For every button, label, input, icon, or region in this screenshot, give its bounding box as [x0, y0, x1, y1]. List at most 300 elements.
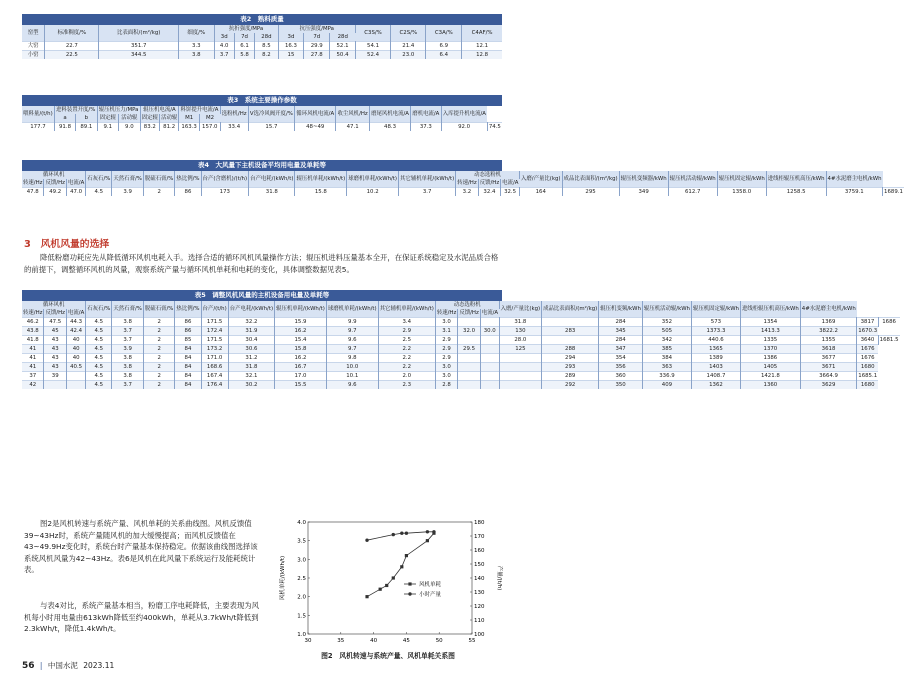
- t5-cell: 39: [44, 372, 66, 381]
- t2-cell: 3.3: [178, 42, 214, 51]
- t5-cell: 3.4: [378, 318, 435, 327]
- t2-sh0: 3d: [214, 33, 234, 42]
- t3-cell: 157.0: [199, 123, 220, 132]
- t5-cell: 84: [175, 363, 201, 372]
- t5-cell: [458, 363, 480, 372]
- t5-cell: 16.2: [275, 327, 327, 336]
- t3-h8: 收尘风机/Hz: [336, 106, 370, 123]
- t2-cell: 29.9: [304, 42, 330, 51]
- t5-cell: [458, 336, 480, 345]
- t3-cell: 9.1: [97, 123, 119, 132]
- t5-cell: 40: [66, 336, 85, 345]
- t5-cell: 1369: [800, 318, 856, 327]
- t5-cell: 4.5: [86, 372, 112, 381]
- t3-cell: 81.2: [159, 123, 178, 132]
- t5-cell: [480, 318, 499, 327]
- y-tick-label: 3.0: [297, 557, 306, 564]
- t5-cell: 505: [642, 327, 691, 336]
- t5-cell: 15.4: [275, 336, 327, 345]
- t5-cell: [499, 381, 542, 390]
- t5-sh0: 转速/Hz: [23, 310, 43, 316]
- y-tick-label: 2.5: [297, 576, 306, 582]
- data-point: [392, 533, 395, 536]
- t5-cell: 1335: [740, 336, 800, 345]
- t5-cell: 40: [66, 345, 85, 354]
- t3-cell: 74.5: [488, 124, 501, 130]
- t5-cell: 336.9: [642, 372, 691, 381]
- t4-h7: 辊压机单耗/(kWh/t): [295, 171, 347, 188]
- t5-cell: [480, 345, 499, 354]
- t5-cell: 173.2: [201, 345, 228, 354]
- t5-cell: [44, 381, 66, 390]
- t4-h11: 入磨/产量比(kg): [519, 171, 562, 188]
- t5-cell: 1354: [740, 318, 800, 327]
- data-point: [405, 532, 408, 535]
- t4-cell: 612.7: [668, 188, 717, 197]
- t2-cell: 3.8: [178, 51, 214, 60]
- t5-cell: [480, 354, 499, 363]
- table-row: [22, 51, 502, 60]
- table-row: [22, 372, 900, 381]
- t4-cell: 164: [519, 188, 562, 197]
- y2-tick-label: 120: [474, 604, 485, 610]
- t5-cell: 292: [542, 381, 599, 390]
- t5-cell: 2: [143, 363, 175, 372]
- table-row: [22, 381, 900, 390]
- t4-h1: 石灰石/%: [86, 171, 112, 188]
- t4-cell: 15.8: [295, 188, 347, 197]
- t5-cell: 3677: [800, 354, 856, 363]
- t5-cell: 1685.1: [858, 373, 878, 379]
- y2-tick-label: 180: [474, 520, 485, 526]
- t5-h12: 成品比表面积/(m²/kg): [542, 301, 599, 318]
- t4-sh1: 反馈/Hz: [45, 180, 65, 186]
- x-tick-label: 35: [337, 638, 345, 644]
- t5-cell: 440.6: [691, 336, 740, 345]
- t4-h2: 天然石膏/%: [112, 171, 144, 188]
- table5: [22, 301, 900, 389]
- t5-cell: 10.1: [326, 372, 378, 381]
- t5-h1: 石灰石/%: [86, 301, 112, 318]
- t3-h11: 入库提升机电流/A: [441, 106, 487, 123]
- t5-h0: 循环风机: [22, 301, 86, 309]
- page-footer: 56 | 中国水泥 2023.11: [22, 661, 115, 671]
- t5-cell: 31.2: [228, 354, 274, 363]
- t2-sh3: 3d: [278, 33, 304, 42]
- t4-h16: 进线柜辊压机高压/kWh: [766, 171, 826, 188]
- t4-sh0: 转速/Hz: [23, 180, 43, 186]
- t3-h0: 喂料量/(t/h): [22, 106, 54, 123]
- t2-cell: 8.5: [255, 42, 278, 51]
- t5-cell: 2.8: [435, 381, 457, 390]
- t5-cell: 40.5: [66, 363, 85, 372]
- t5-cell: [499, 363, 542, 372]
- t5-h16: 进线柜辊压机高压/kWh: [740, 301, 800, 318]
- t5-cell: 37: [22, 372, 44, 381]
- y2-tick-label: 110: [474, 618, 485, 624]
- data-point: [392, 576, 395, 579]
- t5-cell: 3.8: [112, 372, 144, 381]
- x-tick-label: 55: [468, 638, 476, 644]
- t2-cell: 50.4: [330, 51, 356, 60]
- t5-cell: 168.6: [201, 363, 228, 372]
- t5-sh1: 反馈/Hz: [45, 310, 65, 316]
- t3-cell: 47.1: [336, 123, 370, 132]
- t2-h4: 抗折强度/MPa: [214, 25, 278, 33]
- t2-h2: 比表面积/(m²/kg): [99, 25, 179, 42]
- t5-cell: 1680: [857, 381, 878, 390]
- t4-cell: 3759.1: [826, 188, 882, 197]
- t5-cell: 1670.3: [858, 328, 878, 334]
- t2-cell: 27.8: [304, 51, 330, 60]
- t5-cell: 84: [175, 372, 201, 381]
- t5-cell: 15.8: [275, 345, 327, 354]
- t5-cell: 3.0: [435, 318, 457, 327]
- t2-h9: C4AF/%: [462, 25, 502, 42]
- t5-cell: 2: [143, 318, 175, 327]
- t2-sh2: 28d: [255, 33, 278, 42]
- t5-cell: 42: [22, 381, 44, 390]
- t5-cell: 4.5: [86, 363, 112, 372]
- t5-cell: 293: [542, 363, 599, 372]
- t5-cell: 4.5: [86, 336, 112, 345]
- t5-cell: 352: [642, 318, 691, 327]
- t5-cell: 9.7: [326, 345, 378, 354]
- t5-cell: 41: [22, 363, 44, 372]
- t2-cell: 8.2: [255, 51, 278, 60]
- t5-cell: 3.8: [112, 318, 144, 327]
- t5-cell: [458, 318, 480, 327]
- y-axis-label: 风机单耗/(kWh/t): [280, 555, 286, 601]
- t3-sh1: b: [76, 114, 97, 123]
- section-paragraph: 降低粉磨功耗应先从降低循环风机电耗入手。选择合适的循环风机风量操作方法；辊压机进料压量基本全开，在保证系统稳定及水泥品质合格的前提下，调整循环风机的风量，观察系统产量与循环风机单耗和电耗的变化，具体调整数据见表5。: [24, 253, 499, 274]
- t3-cell: 92.0: [441, 123, 487, 132]
- t2-h8: C3A/%: [426, 25, 462, 42]
- t5-cell: 85: [175, 336, 201, 345]
- y-tick-label: 1.5: [297, 613, 306, 620]
- t4-h15: 辊压机固定辊/kWh: [717, 171, 766, 188]
- figure-2-chart: [272, 512, 504, 662]
- t5-cell: 2.9: [378, 327, 435, 336]
- t5-cell: 84: [175, 354, 201, 363]
- t4-h0: 循环风机: [22, 171, 86, 179]
- t5-cell: [499, 354, 542, 363]
- y2-axis-label: 产量/(t/h): [496, 565, 502, 591]
- t5-h13: 辊压机变频/kWh: [599, 301, 643, 318]
- t3-h6: V选冷风阀开度/%: [248, 106, 294, 123]
- y-tick-label: 1.0: [297, 632, 306, 638]
- t5-cell: 171.0: [201, 354, 228, 363]
- t5-cell: [480, 336, 499, 345]
- t3-sh0: a: [54, 114, 75, 123]
- t4-h5: 台产(含磨机)/(t/h): [201, 171, 249, 188]
- t5-h4: 热比例/%: [175, 301, 201, 318]
- t5-h3: 脱硫石膏/%: [143, 301, 175, 318]
- t5-cell: 1676: [857, 345, 878, 354]
- t2-sh1: 7d: [234, 33, 254, 42]
- paragraph-2: 与表4对比，系统产量基本相当，粉磨工序电耗降低，主要表现为风机每小时用电量由613kWh降低至约400kWh，单耗从3.7kWh/t降低到2.3kWh/t，降低1.4kWh/t。: [24, 601, 260, 634]
- t4-h3: 脱硫石膏/%: [143, 171, 175, 188]
- t5-sh5: 电流/A: [481, 310, 499, 316]
- data-point: [400, 565, 403, 568]
- t4-cell: 349: [619, 188, 668, 197]
- t5-cell: 1365: [691, 345, 740, 354]
- t2-h5: 抗压强度/MPa: [278, 25, 355, 33]
- t5-cell: 31.8: [228, 363, 274, 372]
- t2-cell: 小窑: [22, 51, 45, 60]
- t4-h12: 成品比表面积/(m²/kg): [562, 171, 619, 188]
- table4: [22, 171, 904, 196]
- table-row: [22, 42, 502, 51]
- t2-sh5: 28d: [330, 33, 356, 42]
- t2-sh4: 7d: [304, 33, 330, 42]
- t5-cell: 3664.9: [800, 372, 856, 381]
- t2-cell: 12.1: [462, 42, 502, 51]
- data-point: [365, 595, 368, 598]
- t4-cell: 86: [175, 188, 201, 197]
- t2-cell: 3.7: [214, 51, 234, 60]
- table-row: [22, 327, 900, 336]
- t5-cell: 2.3: [378, 381, 435, 390]
- t4-sh2: 电流/A: [67, 180, 85, 186]
- t3-sh7: M2: [199, 114, 220, 123]
- t5-cell: 1355: [800, 336, 856, 345]
- legend-marker: [408, 582, 411, 585]
- t4-cell: 3.7: [399, 188, 456, 197]
- t3-cell: 15.7: [248, 123, 294, 132]
- y-tick-label: 4.0: [297, 520, 306, 526]
- t5-cell: 4.5: [86, 345, 112, 354]
- t2-cell: 5.8: [234, 51, 254, 60]
- t5-cell: 409: [642, 381, 691, 390]
- t3-h10: 磨机电流/A: [411, 106, 441, 123]
- table-row: [22, 345, 900, 354]
- t3-sh6: M1: [179, 114, 200, 123]
- t2-cell: 6.4: [426, 51, 462, 60]
- t5-cell: 43: [44, 336, 66, 345]
- t4-sh3: 转速/Hz: [457, 180, 477, 186]
- data-point: [432, 530, 435, 533]
- table-row: [22, 188, 904, 197]
- t5-cell: 363: [642, 363, 691, 372]
- t5-cell: 1686: [878, 318, 899, 327]
- data-point: [379, 588, 382, 591]
- data-point: [426, 530, 429, 533]
- t5-cell: 3671: [800, 363, 856, 372]
- legend-label: 小时产量: [419, 592, 442, 598]
- t3-sh5: 活动辊: [161, 115, 178, 121]
- legend-label: 风机单耗: [419, 582, 442, 588]
- t5-cell: 2.5: [378, 336, 435, 345]
- t5-cell: 3.8: [112, 354, 144, 363]
- t5-cell: 2: [143, 327, 175, 336]
- t5-cell: 3.0: [435, 363, 457, 372]
- data-point: [426, 539, 429, 542]
- t4-sh4: 反馈/Hz: [479, 180, 500, 186]
- t4-h10: 动态选粉机: [456, 171, 520, 179]
- data-point: [365, 539, 368, 542]
- t5-cell: 46.2: [22, 318, 44, 327]
- data-point: [385, 584, 388, 587]
- t5-cell: 356: [599, 363, 643, 372]
- t2-cell: 大窑: [22, 42, 45, 51]
- t2-cell: 351.7: [99, 42, 179, 51]
- t5-h17: 4#水泥磨主电机/kWh: [800, 301, 856, 318]
- t5-cell: 32.1: [228, 372, 274, 381]
- t5-cell: [66, 372, 85, 381]
- x-tick-label: 45: [402, 638, 410, 644]
- t5-cell: 30.6: [228, 345, 274, 354]
- t5-cell: 32.0: [458, 327, 480, 336]
- t5-cell: 9.6: [326, 381, 378, 390]
- t5-cell: 30.4: [228, 336, 274, 345]
- t3-cell: 83.2: [140, 123, 159, 132]
- t5-cell: 1408.7: [691, 372, 740, 381]
- t5-cell: 1370: [740, 345, 800, 354]
- y-tick-label: 3.5: [297, 538, 306, 545]
- t2-cell: 6.1: [234, 42, 254, 51]
- t5-cell: 385: [642, 345, 691, 354]
- t3-cell: 37.3: [411, 123, 441, 132]
- y2-tick-label: 140: [474, 576, 485, 582]
- t5-cell: 342: [642, 336, 691, 345]
- t3-cell: 48~49: [295, 123, 336, 132]
- t5-cell: 4.5: [86, 318, 112, 327]
- t5-h15: 辊压机固定辊/kWh: [691, 301, 740, 318]
- t4-h14: 辊压机活动辊/kWh: [668, 171, 717, 188]
- t5-cell: 3817: [857, 318, 878, 327]
- y2-tick-label: 100: [474, 632, 485, 638]
- t4-cell: 49.2: [44, 188, 66, 197]
- t2-cell: 23.0: [391, 51, 426, 60]
- y2-tick-label: 160: [474, 548, 485, 554]
- t4-cell: 47.8: [22, 188, 44, 197]
- t5-h10: 动态选粉机: [435, 301, 499, 309]
- t5-sh3: 转速/Hz: [436, 310, 457, 316]
- t5-cell: 41: [22, 345, 44, 354]
- t5-cell: 171.5: [201, 336, 228, 345]
- t5-cell: 360: [599, 372, 643, 381]
- t5-cell: 43: [44, 345, 66, 354]
- t2-h6: C3S/%: [355, 25, 390, 42]
- t3-cell: 48.3: [369, 123, 410, 132]
- t5-cell: 9.9: [326, 318, 378, 327]
- t5-cell: 2: [143, 354, 175, 363]
- t5-cell: 16.7: [275, 363, 327, 372]
- t5-cell: 176.4: [201, 381, 228, 390]
- t5-cell: 2.2: [378, 345, 435, 354]
- t3-sh3: 活动辊: [119, 114, 141, 123]
- t5-sh2: 电流/A: [67, 310, 85, 316]
- t5-cell: 3.7: [112, 327, 144, 336]
- t3-cell: 33.4: [220, 123, 248, 132]
- t5-cell: 284: [599, 336, 643, 345]
- t5-cell: 15.9: [275, 318, 327, 327]
- t5-cell: 2.2: [378, 354, 435, 363]
- t5-cell: 289: [542, 372, 599, 381]
- t5-cell: [458, 372, 480, 381]
- t5-cell: 4.5: [86, 354, 112, 363]
- t5-cell: 294: [542, 354, 599, 363]
- table-row: [22, 354, 900, 363]
- table-row: [22, 318, 900, 327]
- t5-cell: 30.0: [480, 327, 499, 336]
- journal-name: 中国水泥: [47, 661, 78, 670]
- t2-cell: 344.5: [99, 51, 179, 60]
- t5-cell: 1373.3: [691, 327, 740, 336]
- t5-cell: 1405: [740, 363, 800, 372]
- t4-cell: 1358.0: [717, 188, 766, 197]
- t5-cell: 2.9: [435, 345, 457, 354]
- t5-cell: 40: [66, 354, 85, 363]
- t5-cell: [458, 354, 480, 363]
- page-number: 56: [22, 661, 35, 671]
- t5-cell: 4.5: [86, 327, 112, 336]
- y-tick-label: 2.0: [297, 594, 306, 601]
- t5-cell: 1362: [691, 381, 740, 390]
- table2-caption: 表2 熟料质量: [22, 14, 502, 25]
- t5-cell: 3629: [800, 381, 856, 390]
- t5-cell: 3640: [857, 336, 878, 345]
- t5-cell: 28.0: [499, 336, 542, 345]
- t3-h3: 辊压机电流/A: [140, 106, 179, 114]
- t5-cell: 167.4: [201, 372, 228, 381]
- t4-h4: 热比例/%: [175, 171, 201, 188]
- t4-sh5: 电流/A: [502, 180, 519, 186]
- x-tick-label: 30: [304, 638, 312, 644]
- t5-cell: 2.9: [435, 336, 457, 345]
- t5-cell: 17.0: [275, 372, 327, 381]
- t5-h7: 辊压机单耗/(kWh/t): [275, 301, 327, 318]
- table2: [22, 25, 502, 59]
- t3-cell: 9.0: [119, 123, 141, 132]
- t2-cell: 6.9: [426, 42, 462, 51]
- plot-frame: [308, 522, 472, 634]
- t5-cell: 47.5: [44, 318, 66, 327]
- t4-cell: 173: [201, 188, 249, 197]
- t5-cell: 573: [691, 318, 740, 327]
- t2-h7: C2S/%: [391, 25, 426, 42]
- t5-cell: 125: [499, 345, 542, 354]
- t5-cell: 354: [599, 354, 643, 363]
- t5-cell: 130: [499, 327, 542, 336]
- t3-cell: 163.3: [179, 123, 200, 132]
- t5-cell: 172.4: [201, 327, 228, 336]
- t5-cell: 1676: [857, 354, 878, 363]
- t4-h13: 辊压机变频器/kWh: [619, 171, 668, 188]
- t5-cell: 9.6: [326, 336, 378, 345]
- t2-cell: 22.7: [45, 42, 99, 51]
- t4-cell: 31.8: [249, 188, 295, 197]
- t5-cell: 3.7: [112, 336, 144, 345]
- t3-h2: 辊压机压力/MPa: [98, 107, 139, 113]
- t4-h8: 球磨机单耗/(kWh/t): [347, 171, 399, 188]
- t2-cell: 22.5: [45, 51, 99, 60]
- t5-sh4: 反馈/Hz: [459, 310, 479, 316]
- t4-cell: 1689.1: [884, 189, 903, 195]
- t5-cell: 2.2: [378, 363, 435, 372]
- t5-cell: 2: [143, 336, 175, 345]
- t4-cell: 295: [562, 188, 619, 197]
- t2-cell: 21.4: [391, 42, 426, 51]
- t5-cell: 43: [44, 354, 66, 363]
- table-row: [22, 123, 502, 132]
- t5-cell: 4.5: [86, 381, 112, 390]
- t2-h0: 窑型: [22, 25, 45, 42]
- t5-cell: 284: [599, 318, 643, 327]
- t3-cell: 177.7: [22, 123, 54, 132]
- journal-issue: 2023.11: [83, 661, 115, 670]
